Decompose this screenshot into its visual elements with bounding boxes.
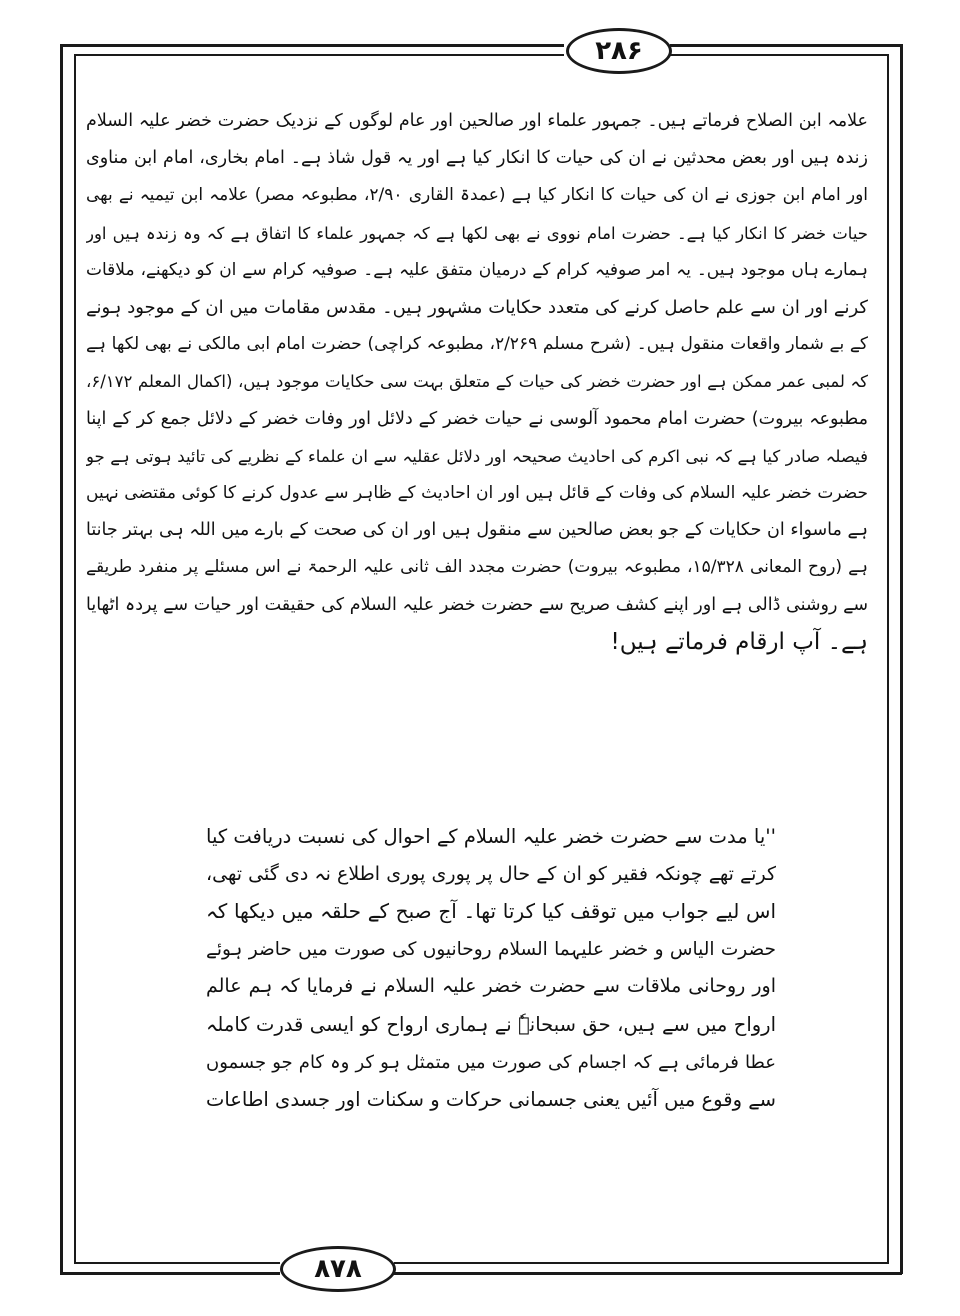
body-line: علامہ ابن الصلاح فرماتے ہیں۔ جمہور علماء اور صالحین اور عام لوگوں کے نزدیک حضرت خضر علیہ السلام	[86, 111, 868, 131]
quote-line: اس لیے جواب میں توقف کیا کرتا تھا۔ آج صبح کے حلقہ میں دیکھا کہ	[206, 899, 776, 924]
frame-top-rule-right-outer	[670, 44, 902, 47]
quote-line: ارواح میں سے ہیں، حق سبحانہٗ نے ہماری ارواح کو ایسی قدرت کاملہ	[206, 1012, 776, 1036]
bottom-page-number: ۸۷۸	[280, 1246, 396, 1292]
frame-top-rule-outer	[60, 44, 564, 47]
body-line: ہمارے ہاں موجود ہیں۔ یہ امر صوفیہ کرام کے درمیان متفق علیہ ہے۔ صوفیہ کرام سے ان کو دیکھنے، ملاقات	[86, 259, 868, 280]
body-line: ہے ماسواء ان حکایات کے جو بعض صالحین سے منقول ہیں اور ان کی صحت کے بارے میں اللہ ہی بہتر جانتا	[86, 520, 868, 541]
frame-bottom-rule-right-inner	[394, 1262, 888, 1264]
frame-left-rule-outer	[60, 44, 63, 1274]
quote-line: سے وقوع میں آئیں یعنی جسمانی حرکات و سکنات اور جسدی اطاعات	[206, 1088, 776, 1112]
quoted-passage	[206, 818, 776, 1119]
body-line: ہے (روح المعانی ۱۵/۳۲۸، مطبوعہ بیروت) حضرت مجدد الف ثانی علیہ الرحمۃ نے اس مسئلے پر منفرد طریقے	[86, 557, 868, 578]
frame-left-rule-inner	[74, 54, 76, 1264]
body-line: مطبوعہ بیروت) حضرت امام محمود آلوسی نے حیات خضر کے دلائل اور وفات خضر کے دلائل جمع کر کے اپنا	[86, 408, 868, 429]
body-line: فیصلہ صادر کیا ہے کہ نبی اکرم کی احادیث صحیحہ اور دلائل عقلیہ سے ان علماء کے نظریے کی تائید ہوتی ہے جو	[86, 446, 868, 466]
frame-top-rule-right-inner	[670, 54, 888, 56]
body-line: کرنے اور ان سے علم حاصل کرنے کی متعدد حکایات مشہور ہیں۔ مقدس مقامات میں ان کے موجود ہونے	[86, 297, 868, 319]
body-line: حیات خضر کا انکار کیا ہے۔ حضرت امام نووی نے بھی لکھا ہے کہ جمہور علماء کا اتفاق ہے کہ وہ زندہ ہیں اور	[86, 223, 868, 243]
body-line-last: ہے۔ آپ ارقام فرماتے ہیں!	[610, 628, 868, 655]
quote-line: ''یا مدت سے حضرت خضر علیہ السلام کے احوال کی نسبت دریافت کیا	[206, 825, 776, 848]
quote-line: کرتے تھے چونکہ فقیر کو ان کے حال پر پوری پوری اطلاع نہ دی گئی تھی،	[206, 862, 776, 885]
body-line: زندہ ہیں اور بعض محدثین نے ان کی حیات کا انکار کیا ہے اور یہ قول شاذ ہے۔ امام بخاری، امام ابن مناوی	[86, 148, 868, 169]
top-page-number: ۲۸۶	[566, 28, 672, 74]
frame-bottom-rule-inner	[74, 1262, 280, 1264]
frame-bottom-rule-right-outer	[394, 1272, 902, 1275]
frame-right-rule-outer	[900, 44, 903, 1274]
frame-bottom-rule-outer	[60, 1272, 280, 1275]
body-line: کے بے شمار واقعات منقول ہیں۔ (شرح مسلم ۲/۲۶۹، مطبوعہ کراچی) حضرت امام ابی مالکی نے بھی لکھا ہے	[86, 334, 868, 355]
frame-top-rule-inner	[74, 54, 564, 56]
body-line: کہ لمبی عمر ممکن ہے اور حضرت خضر کی حیات کے متعلق بہت سی حکایات موجود ہیں، (اکمال المعلم ۶/۱۷۲،	[86, 372, 868, 392]
quote-line: حضرت الیاس و خضر علیہما السلام روحانیوں کی صورت میں حاضر ہوئے	[206, 938, 776, 960]
body-line: سے روشنی ڈالی ہے اور اپنے کشف صریح سے حضرت خضر علیہ السلام کی حقیقت اور حیات سے پردہ اٹھایا	[86, 594, 868, 615]
frame-right-rule-inner	[887, 54, 889, 1264]
body-line: حضرت خضر علیہ السلام کی وفات کے قائل ہیں اور ان احادیث کے ظاہر سے عدول کرنے کا کوئی مقتضی نہیں	[86, 483, 868, 504]
body-line: اور امام ابن جوزی نے ان کی حیات کا انکار کیا ہے (عمدۃ القاری ۲/۹۰، مطبوعہ مصر) علامہ ابن تیمیہ نے بھی	[86, 185, 868, 206]
quote-line: اور روحانی ملاقات سے حضرت خضر علیہ السلام نے فرمایا کہ ہم عالم	[206, 975, 776, 998]
quote-line: عطا فرمائی ہے کہ اجسام کی صورت میں متمثل ہو کر وہ کام جو جسموں	[206, 1051, 776, 1073]
body-text	[86, 103, 868, 661]
